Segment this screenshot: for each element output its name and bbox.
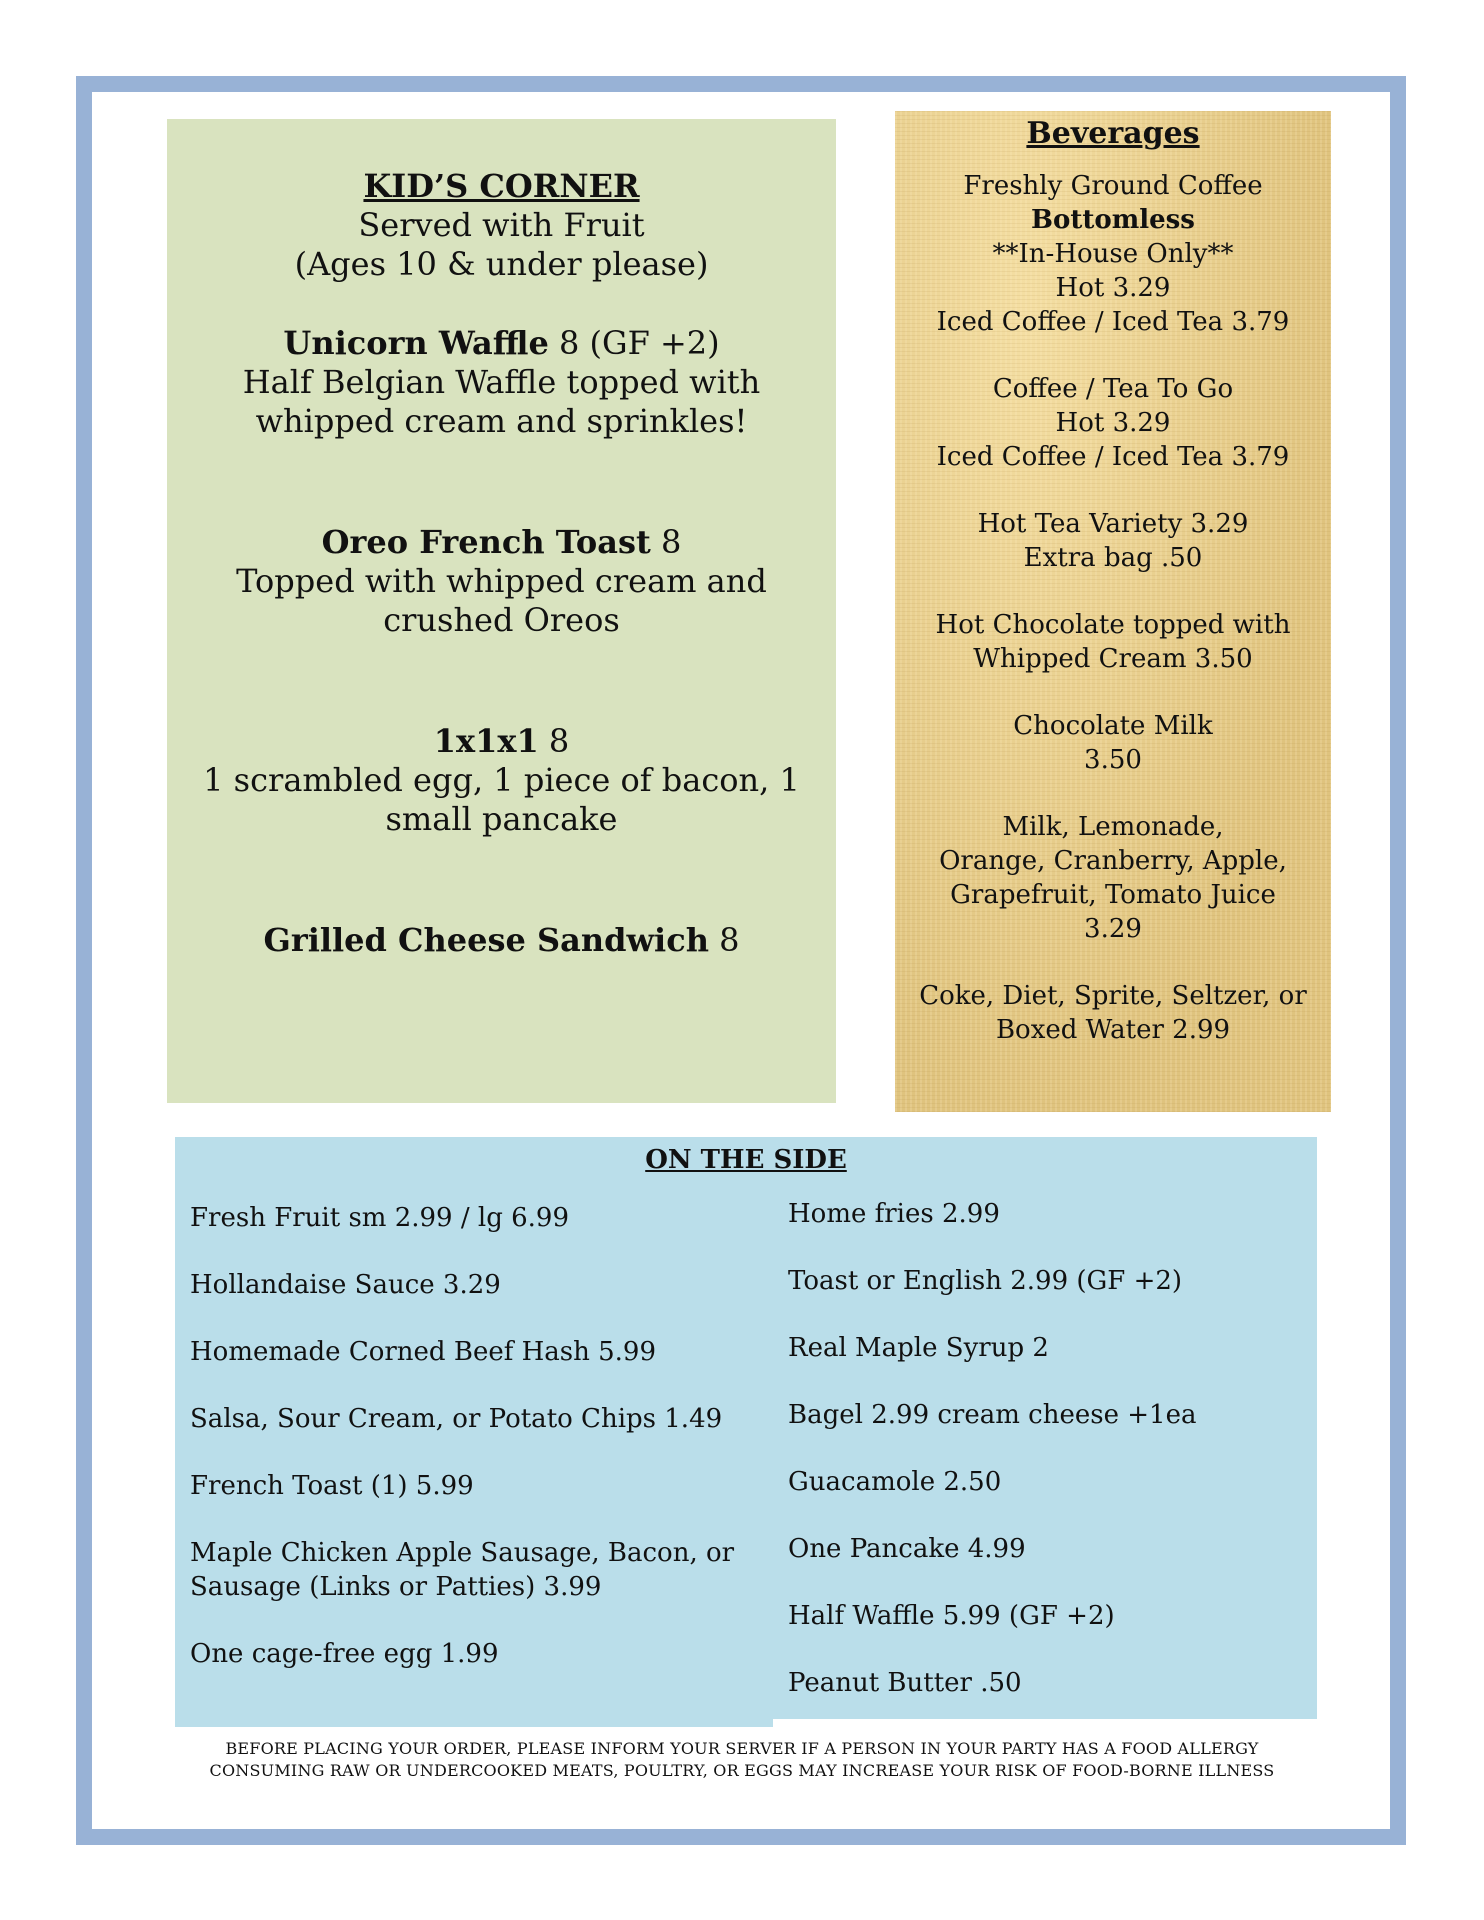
item-price: 8 bbox=[538, 722, 570, 760]
beverage-line: Coffee / Tea To Go bbox=[992, 374, 1234, 404]
beverage-line: Bottomless bbox=[1031, 205, 1195, 235]
beverage-sodas bbox=[895, 979, 1331, 1047]
item-price: 8 bbox=[708, 921, 740, 959]
menu-item-1x1x1 bbox=[167, 722, 836, 839]
side-item: Real Maple Syrup 2 bbox=[788, 1333, 1049, 1363]
beverage-line: Hot 3.29 bbox=[1055, 408, 1171, 438]
side-column-left bbox=[190, 1201, 780, 1704]
menu-item-unicorn-waffle bbox=[167, 324, 836, 441]
side-item: Guacamole 2.50 bbox=[788, 1467, 1002, 1497]
kids-corner-subtitle: Served with Fruit bbox=[358, 206, 645, 244]
item-name: Unicorn Waffle bbox=[283, 324, 549, 362]
on-the-side-panel bbox=[175, 1137, 1317, 1719]
side-item: Hollandaise Sauce 3.29 bbox=[190, 1270, 501, 1300]
beverage-line: Hot Tea Variety 3.29 bbox=[977, 509, 1249, 539]
beverage-hot-chocolate bbox=[895, 608, 1331, 676]
beverages-title: Beverages bbox=[1026, 116, 1200, 151]
beverage-chocolate-milk bbox=[895, 709, 1331, 777]
kids-corner-panel bbox=[167, 119, 836, 1103]
side-item: Toast or English 2.99 (GF +2) bbox=[788, 1266, 1183, 1296]
side-item: One cage-free egg 1.99 bbox=[190, 1639, 499, 1669]
item-name: 1x1x1 bbox=[433, 722, 539, 760]
beverage-line: Hot Chocolate topped with bbox=[935, 610, 1291, 640]
item-description: Half Belgian Waffle topped with whipped cream and sprinkles! bbox=[242, 363, 761, 440]
item-price: 8 bbox=[650, 523, 682, 561]
beverages-panel bbox=[895, 111, 1331, 1112]
side-item: French Toast (1) 5.99 bbox=[190, 1471, 474, 1501]
side-item: Half Waffle 5.99 (GF +2) bbox=[788, 1601, 1115, 1631]
side-item: Home fries 2.99 bbox=[788, 1199, 1000, 1229]
item-description: 1 scrambled egg, 1 piece of bacon, 1 small pancake bbox=[203, 761, 800, 838]
side-item: Peanut Butter .50 bbox=[788, 1668, 1022, 1698]
beverage-line: Milk, Lemonade, bbox=[1002, 812, 1224, 842]
food-safety-notice-line: CONSUMING RAW OR UNDERCOOKED MEATS, POULTRY, OR EGGS MAY INCREASE YOUR RISK OF FOOD-BORNE ILLNESS bbox=[209, 1761, 1275, 1780]
menu-item-oreo-french-toast bbox=[167, 523, 836, 640]
side-item: Bagel 2.99 cream cheese +1ea bbox=[788, 1400, 1197, 1430]
kids-corner-age-note: (Ages 10 & under please) bbox=[294, 245, 709, 283]
side-item: Homemade Corned Beef Hash 5.99 bbox=[190, 1337, 657, 1367]
item-name: Oreo French Toast bbox=[321, 523, 651, 561]
item-name: Grilled Cheese Sandwich bbox=[263, 921, 709, 959]
beverage-line: Orange, Cranberry, Apple, bbox=[939, 846, 1287, 876]
beverage-tea bbox=[895, 507, 1331, 575]
beverage-line: Chocolate Milk bbox=[1013, 711, 1213, 741]
beverage-line: 3.50 bbox=[1084, 745, 1142, 775]
beverage-line: Extra bag .50 bbox=[1023, 543, 1203, 573]
side-column-right bbox=[788, 1197, 1308, 1733]
beverage-line: Hot 3.29 bbox=[1055, 273, 1171, 303]
beverage-line: 3.29 bbox=[1084, 914, 1142, 944]
beverage-line: Iced Coffee / Iced Tea 3.79 bbox=[936, 307, 1290, 337]
allergy-notice-line: BEFORE PLACING YOUR ORDER, PLEASE INFORM YOUR SERVER IF A PERSON IN YOUR PARTY HAS A FOOD ALLERGY bbox=[225, 1739, 1259, 1758]
item-price: 8 (GF +2) bbox=[548, 324, 720, 362]
beverage-to-go bbox=[895, 372, 1331, 474]
beverage-juices bbox=[895, 810, 1331, 946]
beverage-line: Iced Coffee / Iced Tea 3.79 bbox=[936, 442, 1290, 472]
beverage-line: Grapefruit, Tomato Juice bbox=[950, 880, 1276, 910]
side-item: One Pancake 4.99 bbox=[788, 1534, 1026, 1564]
beverage-coffee bbox=[895, 169, 1331, 339]
item-description: Topped with whipped cream and crushed Oreos bbox=[236, 562, 767, 639]
beverage-line: Freshly Ground Coffee bbox=[963, 171, 1263, 201]
beverage-line: Coke, Diet, Sprite, Seltzer, or bbox=[919, 981, 1307, 1011]
beverage-line: Boxed Water 2.99 bbox=[995, 1015, 1231, 1045]
side-panel-tab bbox=[175, 1719, 773, 1727]
kids-corner-title: KID’S CORNER bbox=[363, 167, 640, 205]
beverage-line: **In-House Only** bbox=[992, 239, 1234, 269]
beverage-line: Whipped Cream 3.50 bbox=[973, 644, 1253, 674]
side-item: Fresh Fruit sm 2.99 / lg 6.99 bbox=[190, 1203, 570, 1233]
on-the-side-title: ON THE SIDE bbox=[645, 1145, 847, 1175]
menu-item-grilled-cheese bbox=[167, 921, 836, 960]
side-item: Maple Chicken Apple Sausage, Bacon, or Sausage (Links or Patties) 3.99 bbox=[190, 1538, 735, 1602]
allergy-notice bbox=[0, 1738, 1484, 1782]
side-item: Salsa, Sour Cream, or Potato Chips 1.49 bbox=[190, 1404, 723, 1434]
